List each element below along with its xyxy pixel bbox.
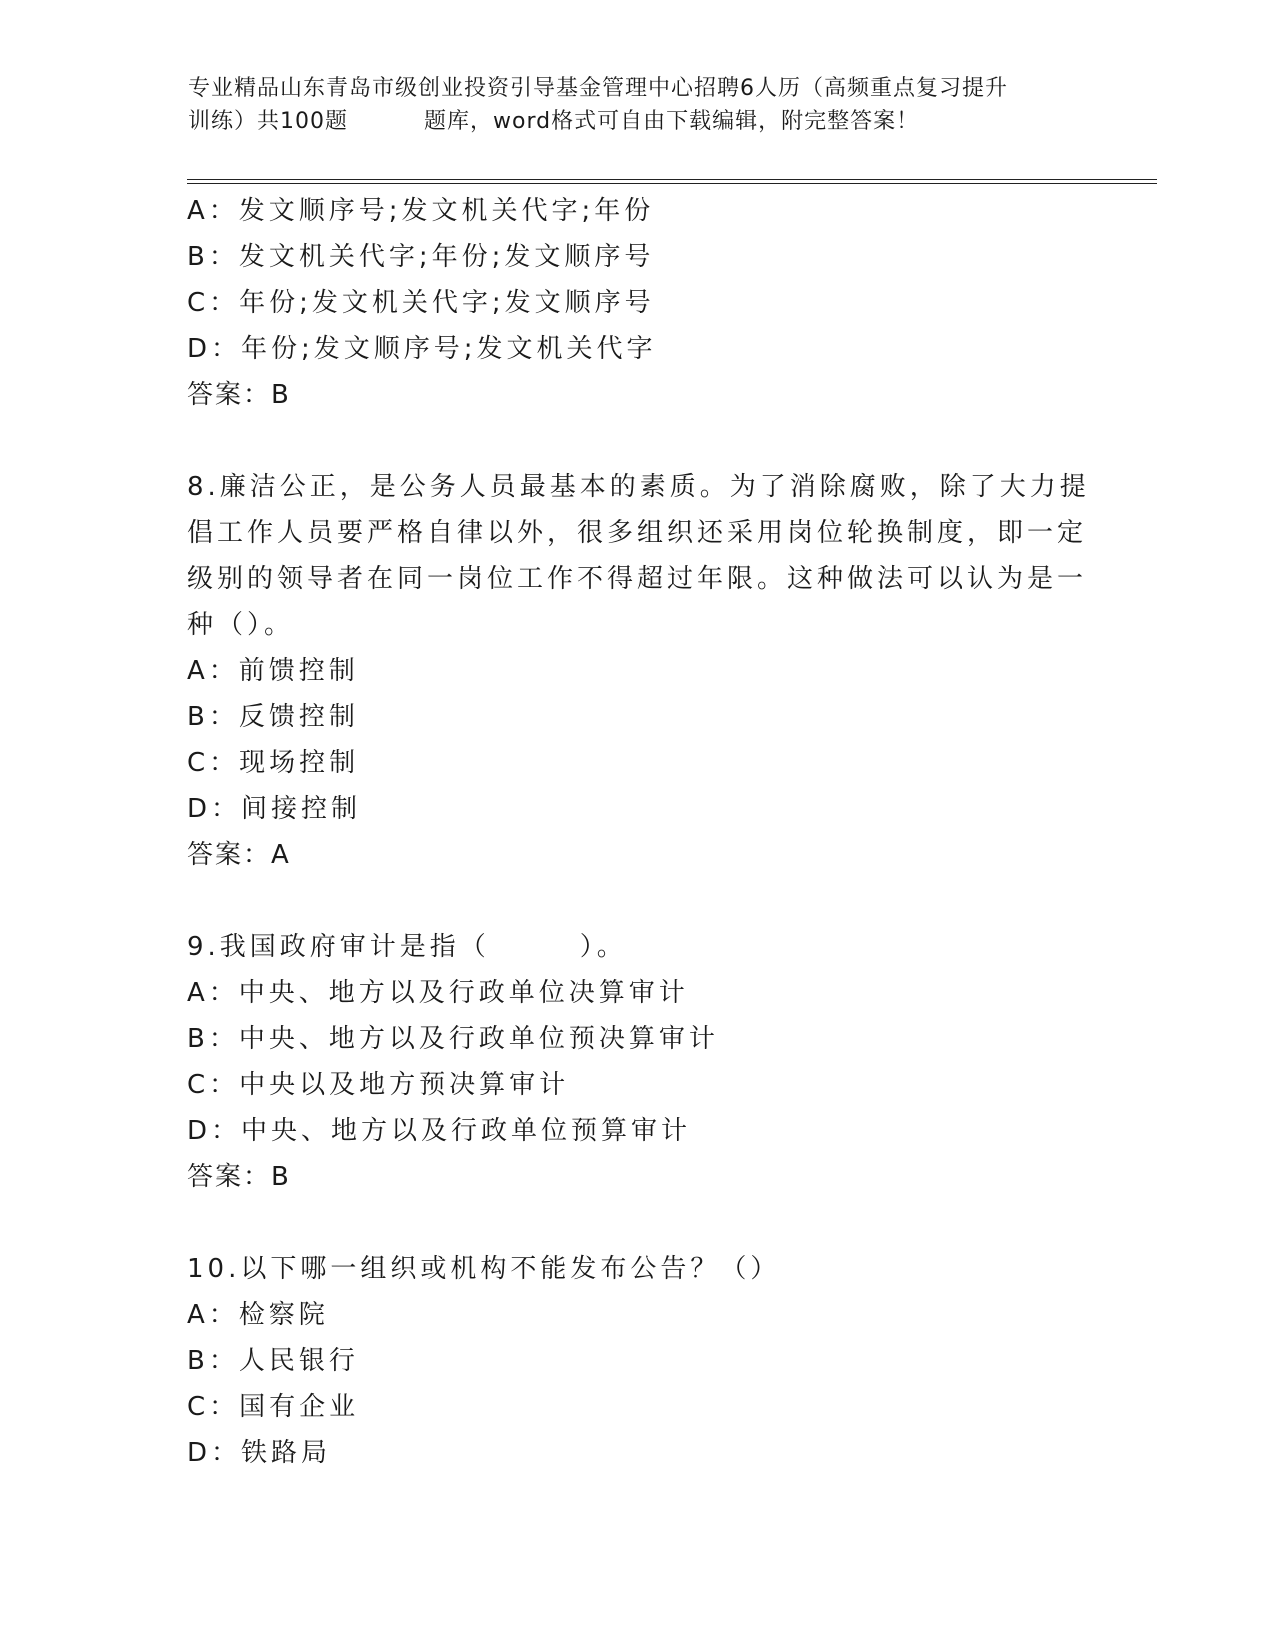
- question-stem-line: 10.以下哪一组织或机构不能发布公告？（）: [187, 1254, 781, 1284]
- question-7: [187, 188, 1087, 418]
- document-header: [188, 72, 1088, 138]
- option-c: C：国有企业: [187, 1392, 360, 1422]
- option-b: B：人民银行: [187, 1346, 359, 1376]
- header-title-line-2-start: 训练）共100题: [188, 109, 348, 134]
- header-title-line-1: 专业精品山东青岛市级创业投资引导基金管理中心招聘6人历（高频重点复习提升: [188, 76, 1008, 101]
- question-stem-line: 8.廉洁公正，是公务人员最基本的素质。为了消除腐败，除了大力提: [187, 472, 1090, 502]
- option-d: D：中央、地方以及行政单位预算审计: [187, 1116, 692, 1146]
- answer: 答案：B: [187, 1162, 291, 1192]
- answer: 答案：B: [187, 380, 291, 410]
- option-b: B：中央、地方以及行政单位预决算审计: [187, 1024, 719, 1054]
- option-a: A：检察院: [187, 1300, 329, 1330]
- header-title-line-2: [188, 105, 1088, 138]
- option-b: B：发文机关代字;年份;发文顺序号: [187, 242, 655, 272]
- question-stem-line: 9.我国政府审计是指（ ）。: [187, 932, 627, 962]
- question-8: [187, 464, 1090, 878]
- option-c: C：中央以及地方预决算审计: [187, 1070, 570, 1100]
- option-a: A：发文顺序号;发文机关代字;年份: [187, 196, 655, 226]
- option-d: D：铁路局: [187, 1438, 332, 1468]
- option-b: B：反馈控制: [187, 702, 359, 732]
- question-10: [187, 1246, 1087, 1476]
- question-stem-line: 倡工作人员要严格自律以外，很多组织还采用岗位轮换制度，即一定: [187, 518, 1088, 548]
- option-d: D：间接控制: [187, 794, 362, 824]
- question-list: [187, 188, 1090, 1476]
- header-divider-bottom: [187, 183, 1157, 184]
- option-a: A：中央、地方以及行政单位决算审计: [187, 978, 689, 1008]
- question-stem-line: 种（）。: [187, 610, 295, 640]
- header-divider-top: [187, 179, 1157, 180]
- option-c: C：现场控制: [187, 748, 360, 778]
- option-a: A：前馈控制: [187, 656, 359, 686]
- question-9: [187, 924, 1087, 1200]
- header-title-line-2-end: 题库，word格式可自由下载编辑，附完整答案！: [424, 109, 920, 134]
- option-d: D：年份;发文顺序号;发文机关代字: [187, 334, 657, 364]
- question-stem-line: 级别的领导者在同一岗位工作不得超过年限。这种做法可以认为是一: [187, 564, 1088, 594]
- option-c: C：年份;发文机关代字;发文顺序号: [187, 288, 655, 318]
- answer: 答案：A: [187, 840, 291, 870]
